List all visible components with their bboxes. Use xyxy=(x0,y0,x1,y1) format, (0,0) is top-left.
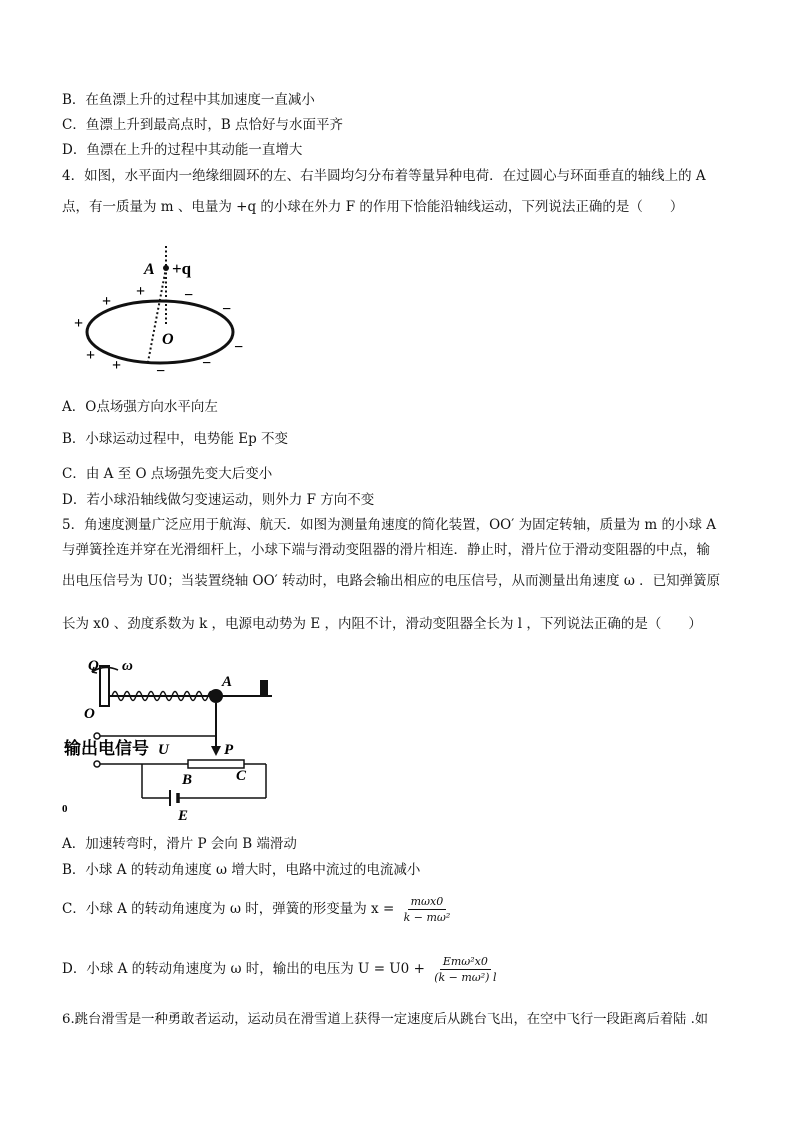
rod-end-stop xyxy=(260,680,268,696)
ball-a xyxy=(209,689,223,703)
label-o-bottom: O xyxy=(84,706,95,722)
plus-charge: + xyxy=(86,347,96,364)
rotation-shaft xyxy=(100,666,109,706)
fraction-numerator: Emω²x0 xyxy=(440,955,491,970)
label-omega: ω xyxy=(122,658,133,674)
minus-charge: − xyxy=(222,301,232,318)
q5-option-c-text: C．小球 A 的转动角速度为 ω 时，弹簧的形变量为 x = xyxy=(62,901,395,918)
plus-charge: + xyxy=(102,293,112,310)
insulated-ring xyxy=(87,301,233,363)
q5-option-d-text: D．小球 A 的转动角速度为 ω 时，输出的电压为 U = U0 + xyxy=(62,961,425,978)
charge-point-a xyxy=(163,265,169,271)
label-charge: +q xyxy=(172,259,192,278)
minus-charge: − xyxy=(156,363,166,379)
label-o-top: O xyxy=(88,658,99,674)
q4-stem-line2: 点，有一质量为 m 、电量为 +q 的小球在外力 F 的作用下恰能沿轴线运动，下列说法正确的是（ ） xyxy=(62,199,684,215)
q5-option-b: B．小球 A 的转动角速度 ω 增大时，电路中流过的电流减小 xyxy=(62,862,421,878)
rheostat xyxy=(188,760,244,768)
q4-option-c: C．由 A 至 O 点场强先变大后变小 xyxy=(62,466,273,482)
q4-option-d: D．若小球沿轴线做匀变速运动，则外力 F 方向不变 xyxy=(62,492,375,508)
label-b: B xyxy=(182,772,193,788)
plus-charge: + xyxy=(74,315,84,332)
q5-stem-line3: 出电压信号为 U0；当装置绕轴 OO′ 转动时，电路会输出相应的电压信号，从而测量出角速度 ω ．已知弹簧原 xyxy=(62,573,721,589)
plus-charge: + xyxy=(112,357,122,374)
minus-charge: − xyxy=(202,355,212,372)
fraction-numerator: mωx0 xyxy=(408,895,447,910)
q5-option-c xyxy=(62,895,455,924)
q5-option-d xyxy=(62,955,501,984)
q5-stem-line4: 长为 x0 、劲度系数为 k ，电源电动势为 E ，内阻不计，滑动变阻器全长为 l ，下列说法正确的是（ ） xyxy=(62,616,702,632)
q5-stem-line1: 5．角速度测量广泛应用于航海、航天．如图为测量角速度的简化装置，OO′ 为固定转轴，质量为 m 的小球 A xyxy=(62,517,717,533)
q3-option-d: D．鱼漂在上升的过程中其动能一直增大 xyxy=(62,142,303,158)
label-u: U xyxy=(158,742,169,758)
minus-charge: − xyxy=(234,339,244,356)
q3-option-c: C．鱼漂上升到最高点时，B 点恰好与水面平齐 xyxy=(62,117,344,133)
fraction-denominator: (k − mω²) l xyxy=(434,971,497,985)
q6-stem-line1: 6.跳台滑雪是一种勇敢者运动，运动员在滑雪道上获得一定速度后从跳台飞出，在空中飞行一段距离后着陆 .如 xyxy=(62,1012,709,1027)
label-a: A xyxy=(144,261,155,278)
slider-arrow xyxy=(211,746,221,756)
q4-option-b: B．小球运动过程中，电势能 Ep 不变 xyxy=(62,431,288,447)
fraction-denominator: k − mω² xyxy=(403,911,451,925)
label-p: P xyxy=(224,742,234,758)
q4-option-a: A．O点场强方向水平向左 xyxy=(62,399,218,415)
label-e: E xyxy=(178,808,189,824)
terminal-bottom xyxy=(94,761,100,767)
label-ball-a: A xyxy=(222,674,233,690)
q5-angular-velocity-device xyxy=(62,650,287,825)
label-output-signal: 输出电信号 xyxy=(64,739,149,758)
q5-option-d-fraction xyxy=(431,955,499,984)
label-o: O xyxy=(162,331,174,348)
q4-ring-figure xyxy=(62,234,262,379)
q5-stem-line2: 与弹簧拴连并穿在光滑细杆上，小球下端与滑动变阻器的滑片相连．静止时，滑片位于滑动变阻器的中点，输 xyxy=(62,542,710,558)
q5-option-c-fraction xyxy=(401,895,454,924)
q5-option-a: A．加速转弯时，滑片 P 会向 B 端滑动 xyxy=(62,836,297,852)
label-c: C xyxy=(236,768,247,784)
minus-charge: − xyxy=(184,287,194,304)
plus-charge: + xyxy=(136,283,146,300)
label-zero: 0 xyxy=(62,803,68,815)
q3-option-b: B．在鱼漂上升的过程中其加速度一直减小 xyxy=(62,92,315,108)
q4-stem-line1: 4．如图，水平面内一绝缘细圆环的左、右半圆均匀分布着等量异种电荷．在过圆心与环面垂直的轴线上的 A xyxy=(62,168,706,184)
